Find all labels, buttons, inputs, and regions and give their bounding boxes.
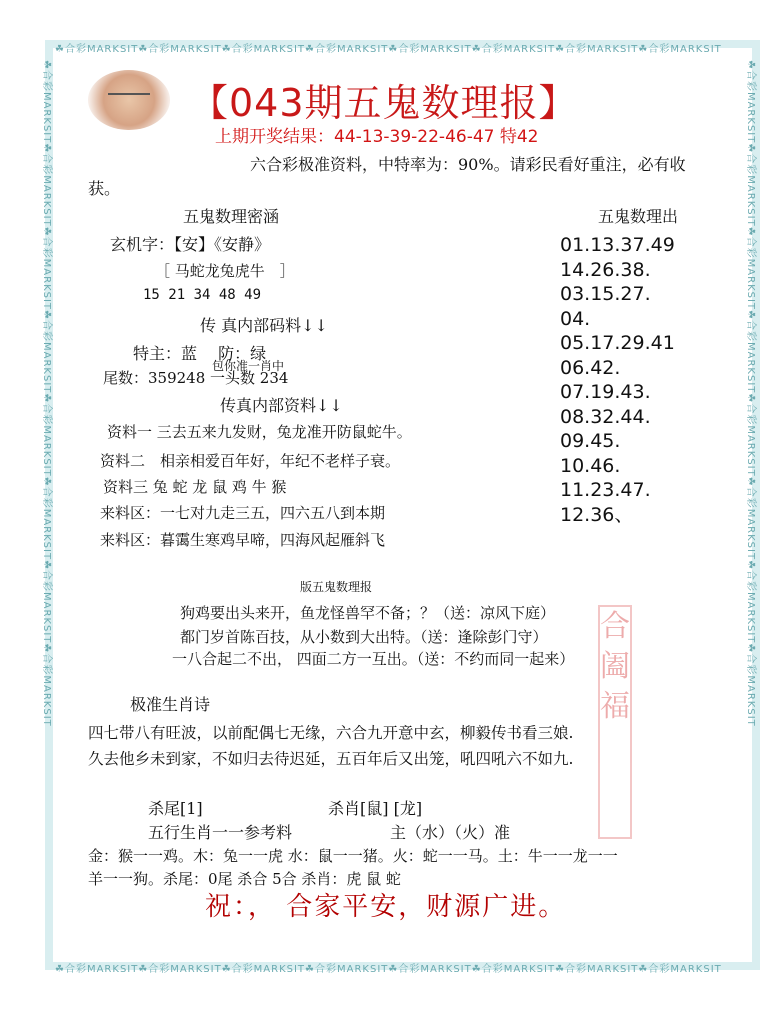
poem-heading: 极准生肖诗 [130, 695, 211, 714]
middle-line-3: 一八合起二不出， 四面二方一互出。（送：不约而同一起来） [172, 650, 575, 668]
fax-heading-1: 传 真内部码料↓↓ [200, 316, 328, 335]
poem-line-1: 四七带八有旺波，以前配偶七无缘，六合九开意中玄，柳毅传书看三娘. [88, 724, 574, 742]
last-result: 上期开奖结果：44-13-39-22-46-47 特42 [215, 127, 539, 147]
ziliao-2: 资料二 相亲相爱百年好，年纪不老样子衰。 [100, 452, 401, 470]
number-row: 04. [560, 307, 591, 330]
blessing-text: 祝：， 合家平安，财源广进。 [205, 892, 567, 922]
ziliao-5: 来料区：暮霭生寒鸡早啼，四海风起雁斜飞 [100, 531, 386, 549]
number-row: 08.32.44. [560, 405, 651, 428]
glasses-shape [108, 93, 150, 105]
portrait-image [88, 70, 170, 130]
right-heading: 五鬼数理出 [598, 207, 679, 226]
middle-line-2: 都门岁首陈百技，从小数到大出特。（送：逢除彭门守） [180, 628, 548, 646]
intro-line-1: 六合彩极准资料，中特率为：90%。请彩民看好重注，必有收 [250, 155, 686, 174]
watermark-left: ☘合彩MARKSIT☘合彩MARKSIT☘合彩MARKSIT☘合彩MARKSIT☘合彩MARKSIT☘合彩MARKSIT☘合彩MARKSIT☘合彩MARKSIT [41, 60, 52, 727]
red-seal-stamp: 合阖福 [598, 605, 632, 839]
fax-heading-2: 传真内部资料↓↓ [220, 396, 343, 415]
number-list: 15 21 34 48 49 [143, 287, 262, 303]
number-column [560, 233, 675, 527]
number-row: 09.45. [560, 430, 621, 452]
five-elements-title: 五行生肖一一参考料 [148, 823, 293, 842]
kill-zodiac: 杀肖[鼠] [龙] [328, 799, 423, 818]
watermark-bottom: ☘合彩MARKSIT☘合彩MARKSIT☘合彩MARKSIT☘合彩MARKSIT☘合彩MARKSIT☘合彩MARKSIT☘合彩MARKSIT☘合彩MARKSIT [55, 964, 722, 975]
watermark-top: ☘合彩MARKSIT☘合彩MARKSIT☘合彩MARKSIT☘合彩MARKSIT☘合彩MARKSIT☘合彩MARKSIT☘合彩MARKSIT☘合彩MARKSIT [55, 44, 722, 55]
five-elements-line-1: 金：猴一一鸡。木：兔一一虎 水：鼠一一猪。火：蛇一一马。土：牛一一龙一一 [88, 847, 618, 865]
five-elements-main: 主（水）（火）准 [390, 823, 511, 842]
poem-line-2: 久去他乡未到家，不如归去待迟延，五百年后又出笼，吼四吼六不如九. [88, 750, 574, 768]
number-row: 10.46. [560, 454, 621, 477]
ziliao-3: 资料三 兔 蛇 龙 鼠 鸡 牛 猴 [103, 478, 287, 496]
watermark-right: ☘合彩MARKSIT☘合彩MARKSIT☘合彩MARKSIT☘合彩MARKSIT☘合彩MARKSIT☘合彩MARKSIT☘合彩MARKSIT☘合彩MARKSIT [745, 60, 756, 727]
middle-subheading: 版五鬼数理报 [300, 580, 373, 594]
tail-numbers: 尾数：359248 一头数 234 [103, 369, 289, 387]
number-row: 12.36、 [560, 503, 634, 526]
page-title: 【043期五鬼数理报】 [190, 81, 578, 125]
number-row: 01.13.37.49 [560, 234, 675, 256]
intro-line-2: 获。 [88, 179, 121, 198]
ziliao-4: 来料区：一七对九走三五，四六五八到本期 [100, 504, 386, 522]
number-row: 06.42. [560, 356, 621, 379]
number-row: 05.17.29.41 [560, 332, 675, 354]
number-row: 14.26.38. [560, 258, 651, 281]
left-heading: 五鬼数理密涵 [183, 207, 280, 226]
number-row: 11.23.47. [560, 479, 651, 501]
guarantee-text: 包你准一肖中 [212, 359, 285, 373]
special-main: 特主：蓝 防：绿 [133, 344, 267, 363]
middle-line-1: 狗鸡要出头来开，鱼龙怪兽罕不备；？（送：凉风下庭） [180, 604, 556, 622]
kill-tail: 杀尾[1] [148, 799, 203, 818]
animal-list: ［ 马蛇龙兔虎牛 ］ [155, 262, 295, 280]
five-elements-line-2: 羊一一狗。杀尾：0尾 杀合 5合 杀肖：虎 鼠 蛇 [88, 870, 401, 888]
xuanji-word: 玄机字：【安】《安静》 [110, 235, 271, 254]
ziliao-1: 资料一 三去五来九发财，兔龙准开防鼠蛇牛。 [107, 423, 412, 441]
number-row: 07.19.43. [560, 381, 651, 403]
number-row: 03.15.27. [560, 283, 651, 305]
